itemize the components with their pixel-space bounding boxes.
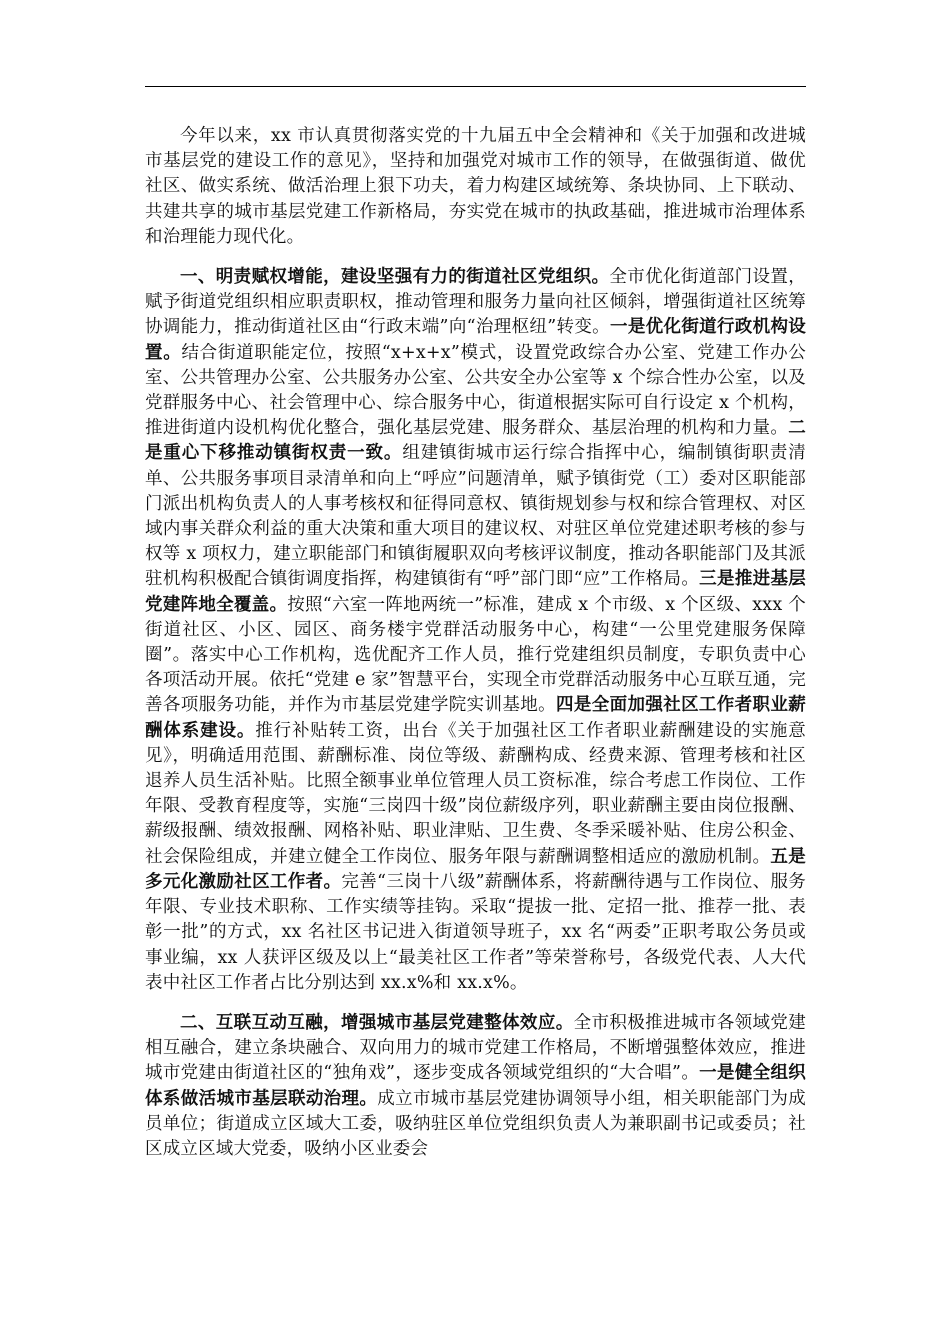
header-rule — [145, 86, 806, 87]
intro-paragraph — [145, 124, 806, 250]
body-text: 结合街道职能定位，按照“x+x+x”模式，设置党政综合办公室、党建工作办公室、公共管理办公室、公共服务办公室、公共安全办公室等 x 个综合性办公室，以及党群服务中心、社会管理中心、综合服务中心，街道根据实际可自行设定 x 个机构，推进街道内设机构优化整合，强化基层党建、服务群众、基层治理的机构和力量。 — [145, 342, 806, 439]
body-text: 全市积极推进城市各领域党建相互融合，建立条块融合、双向用力的城市党建工作格局，不断增强整体效应，推进城市党建由街道社区的“独角戏”，逐步变成各领域党组织的“大合唱”。 — [145, 1012, 806, 1084]
bold-heading-text: 四是全面加强社区工作者职业薪酬体系建设。 — [145, 695, 806, 741]
bold-heading-text: 三是推进基层党建阵地全覆盖。 — [145, 569, 807, 615]
document-body — [145, 124, 806, 1162]
body-text: 按照“六室一阵地两统一”标准，建成 x 个市级、x 个区级、xxx 个街道社区、小区、园区、商务楼宇党群活动服务中心，构建“一公里党建服务保障圈”。落实中心工作机构，选优配齐工作人员，推行党建组织员制度，专职负责中心各项活动开展。依托“党建 e 家”智慧平台，实现全市党群活动服务中心互联互通，完善各项服务功能，并作为市基层党建学院实训基地。 — [145, 594, 806, 716]
body-text: 组建镇街城市运行综合指挥中心，编制镇街职责清单、公共服务事项目录清单和向上“呼应”问题清单，赋予镇街党（工）委对区职能部门派出机构负责人的人事考核权和征得同意权、镇街规划参与权和综合管理权、对区域内事关群众利益的重大决策和重大项目的建议权、对驻区单位党建述职考核的参与权等 x 项权力，建立职能部门和镇街履职双向考核评议制度，推动各职能部门及其派驻机构积极配合镇街调度指挥，构建镇街有“呼”部门即“应”工作格局。 — [145, 443, 806, 590]
bold-heading-text: 一、明责赋权增能，建设坚强有力的街道社区党组织。 — [180, 267, 610, 288]
body-text: 今年以来，xx 市认真贯彻落实党的十九届五中全会精神和《关于加强和改进城市基层党的建设工作的意见》，坚持和加强党对城市工作的领导，在做强街道、做优社区、做实系统、做活治理上狠下功夫，着力构建区域统筹、条块协同、上下联动、共建共享的城市基层党建工作新格局，夯实党在城市的执政基础，推进城市治理体系和治理能力现代化。 — [145, 126, 806, 247]
bold-heading-text: 二是重心下移推动镇街权责一致。 — [145, 418, 806, 464]
body-text: 全市优化街道部门设置，赋予街道党组织相应职责职权，推动管理和服务力量向社区倾斜，增强街道社区统筹协调能力，推动街道社区由“行政末端”向“治理枢纽”转变。 — [145, 267, 806, 338]
bold-heading-text: 一是健全组织体系做活城市基层联动治理。 — [145, 1063, 807, 1109]
section-two-paragraph — [145, 1011, 806, 1162]
section-one-paragraph — [145, 265, 806, 996]
body-text: 成立市城市基层党建协调领导小组，相关职能部门为成员单位；街道成立区域大工委，吸纳驻区单位党组织负责人为兼职副书记或委员；社区成立区域大党委，吸纳小区业委会 — [145, 1088, 806, 1159]
body-text: 完善“三岗十八级”薪酬体系，将薪酬待遇与工作岗位、服务年限、专业技术职称、工作实绩等挂钩。采取“提拔一批、定招一批、推荐一批、表彰一批”的方式，xx 名社区书记进入街道领导班子，xx 名“两委”正职考取公务员或事业编，xx 人获评区级及以上“最美社区工作者”等荣誉称号，各级党代表、人大代表中社区工作者占比分别达到 xx.x%和 xx.x%。 — [145, 871, 806, 993]
body-text: 推行补贴转工资，出台《关于加强社区工作者职业薪酬建设的实施意见》，明确适用范围、薪酬标准、岗位等级、薪酬构成、经费来源、管理考核和社区退养人员生活补贴。比照全额事业单位管理人员工资标准，综合考虑工作岗位、工作年限、受教育程度等，实施“三岗四十级”岗位薪级序列，职业薪酬主要由岗位报酬、薪级报酬、绩效报酬、网格补贴、职业津贴、卫生费、冬季采暖补贴、住房公积金、社会保险组成，并建立健全工作岗位、服务年限与薪酬调整相适应的激励机制。 — [145, 720, 806, 867]
bold-heading-text: 一是优化街道行政机构设置。 — [145, 317, 806, 363]
bold-heading-text: 五是多元化激励社区工作者。 — [145, 846, 806, 892]
bold-heading-text: 二、互联互动互融，增强城市基层党建整体效应。 — [180, 1012, 574, 1033]
